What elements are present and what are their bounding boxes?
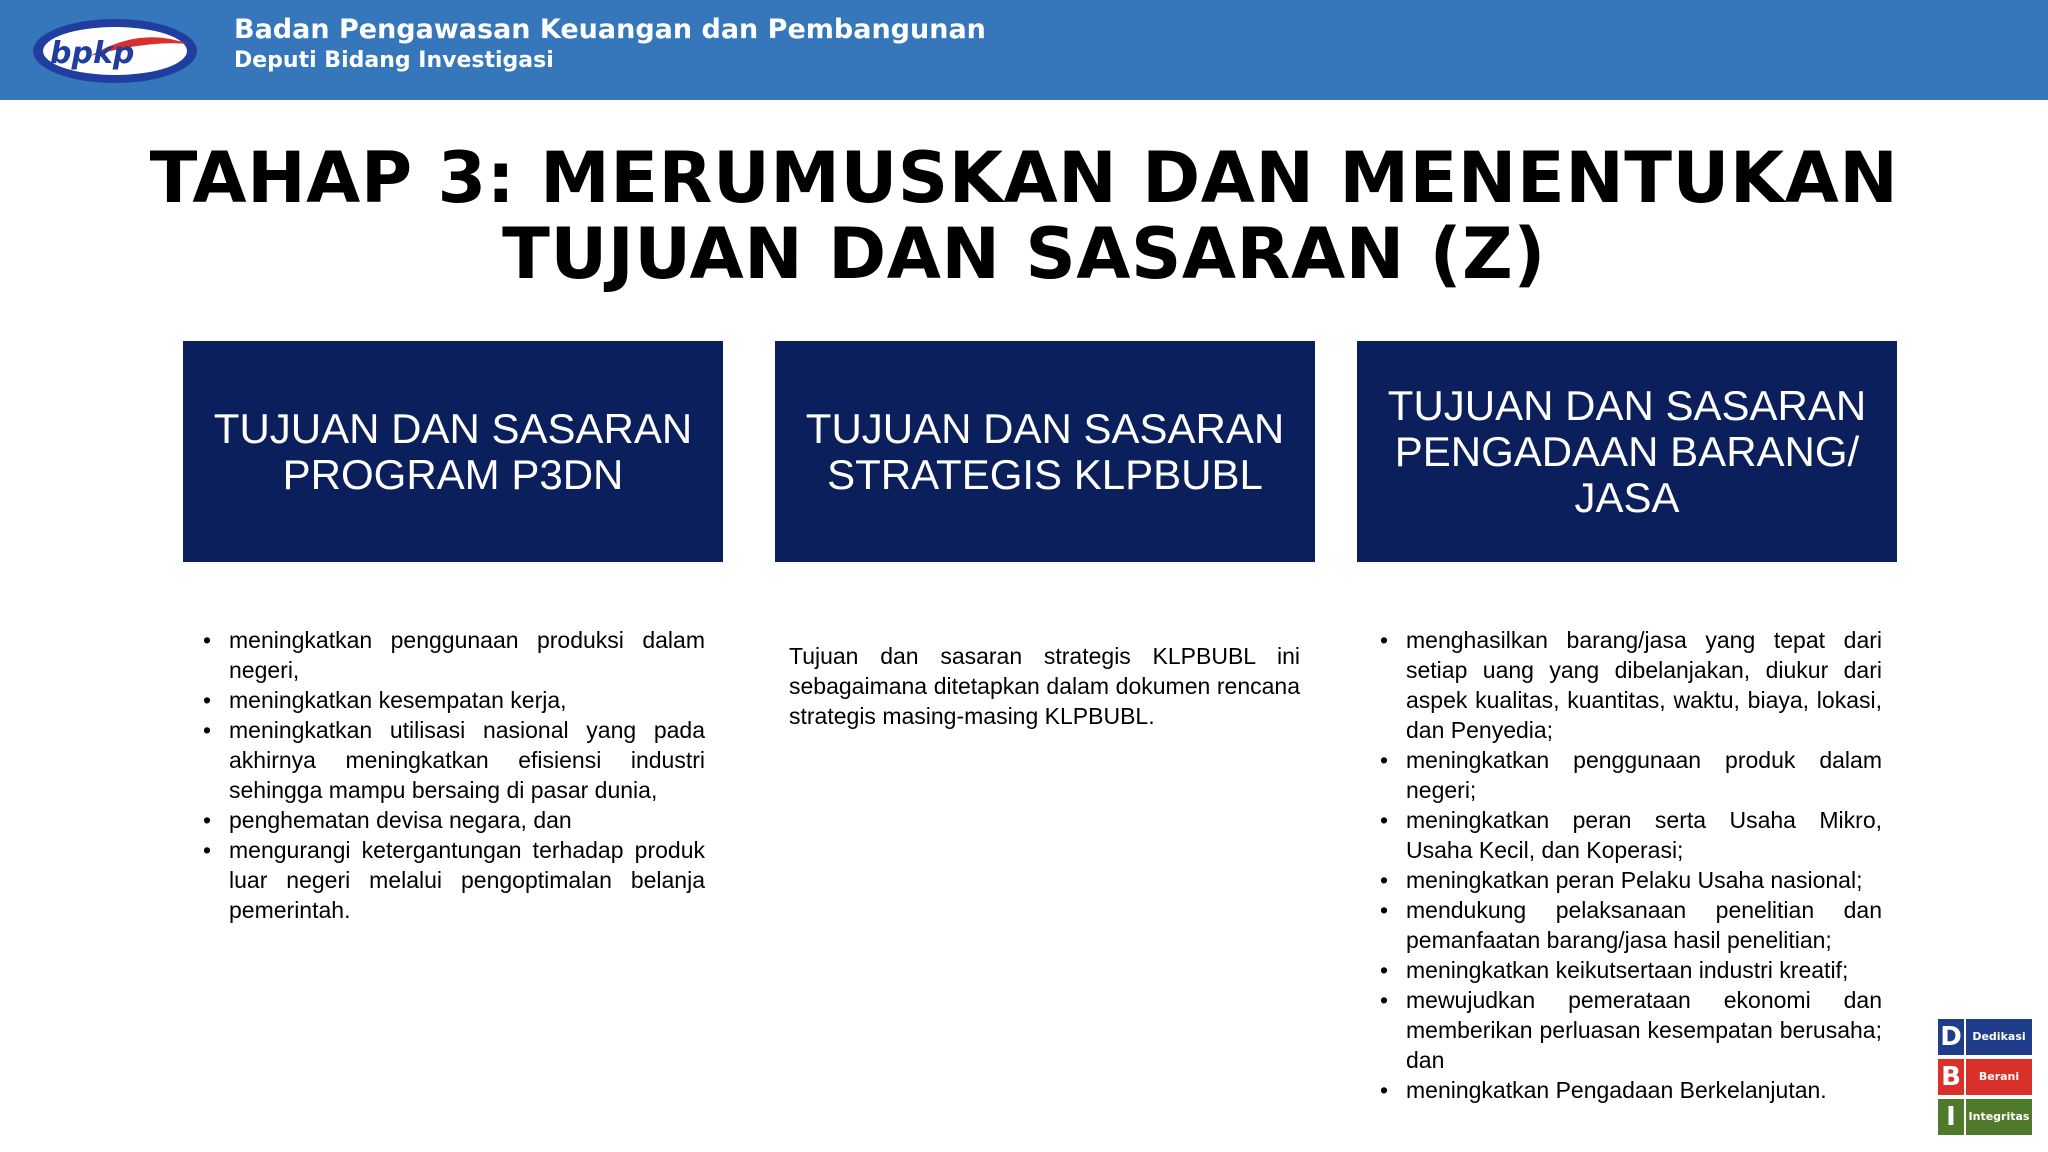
badge-letter: B (1938, 1059, 1966, 1095)
org-subtitle: Deputi Bidang Investigasi (234, 48, 554, 73)
list-item: • meningkatkan keikutsertaan industri kreatif; (1406, 955, 1882, 985)
bullet-list (1374, 625, 1882, 1105)
box-program-p3dn (183, 341, 723, 562)
title-line-1: TAHAP 3: MERUMUSKAN DAN MENENTUKAN (149, 137, 1899, 219)
box-label: TUJUAN DAN SASARAN PROGRAM P3DN (213, 404, 693, 498)
list-item: • meningkatkan Pengadaan Berkelanjutan. (1406, 1075, 1882, 1105)
list-item: • meningkatkan penggunaan produksi dalam negeri, (229, 625, 705, 685)
badge-word: Integritas (1968, 1110, 2030, 1123)
box-label: TUJUAN DAN SASARAN STRATEGIS KLPBUBL (805, 404, 1285, 498)
badge-word: Berani (1978, 1070, 2020, 1083)
list-item: • meningkatkan kesempatan kerja, (229, 685, 705, 715)
column-strategis-klpbubl (789, 641, 1300, 731)
badge-word: Dedikasi (1972, 1030, 2026, 1043)
column-pengadaan (1374, 625, 1882, 1105)
badge-letter: D (1938, 1019, 1966, 1055)
list-item: • meningkatkan utilisasi nasional yang pada akhirnya meningkatkan efisiensi industri sehingga mampu bersaing di pasar dunia, (229, 715, 705, 805)
values-badge-berani (1938, 1059, 2032, 1095)
box-strategis-klpbubl (775, 341, 1315, 562)
bpkp-logo (30, 16, 200, 86)
box-pengadaan-barang-jasa (1357, 341, 1897, 562)
list-item: • mewujudkan pemerataan ekonomi dan memberikan perluasan kesempatan berusaha; dan (1406, 985, 1882, 1075)
column-program-p3dn (197, 625, 705, 925)
list-item: • menghasilkan barang/jasa yang tepat dari setiap uang yang dibelanjakan, diukur dari aspek kualitas, kuantitas, waktu, biaya, lokasi, dan Penyedia; (1406, 625, 1882, 745)
title-line-2: TUJUAN DAN SASARAN (Z) (502, 213, 1546, 295)
list-item: • meningkatkan peran Pelaku Usaha nasional; (1406, 865, 1882, 895)
bullet-list (197, 625, 705, 925)
logo-text: bpkp (50, 36, 135, 71)
box-label: TUJUAN DAN SASARAN PENGADAAN BARANG/ JASA (1387, 381, 1867, 521)
header-bar (0, 0, 2048, 100)
list-item: • meningkatkan peran serta Usaha Mikro, Usaha Kecil, dan Koperasi; (1406, 805, 1882, 865)
badge-letter: I (1938, 1099, 1966, 1135)
list-item: • meningkatkan penggunaan produk dalam negeri; (1406, 745, 1882, 805)
page-title (0, 137, 2048, 295)
values-badge-integritas (1938, 1099, 2032, 1135)
org-name: Badan Pengawasan Keuangan dan Pembangunan (234, 14, 986, 45)
list-item: • mendukung pelaksanaan penelitian dan pemanfaatan barang/jasa hasil penelitian; (1406, 895, 1882, 955)
paragraph: Tujuan dan sasaran strategis KLPBUBL ini sebagaimana ditetapkan dalam dokumen rencana strategis masing-masing KLPBUBL. (789, 643, 1300, 729)
list-item: • mengurangi ketergantungan terhadap produk luar negeri melalui pengoptimalan belanja pemerintah. (229, 835, 705, 925)
values-badge-dedikasi (1938, 1019, 2032, 1055)
list-item: • penghematan devisa negara, dan (229, 805, 705, 835)
